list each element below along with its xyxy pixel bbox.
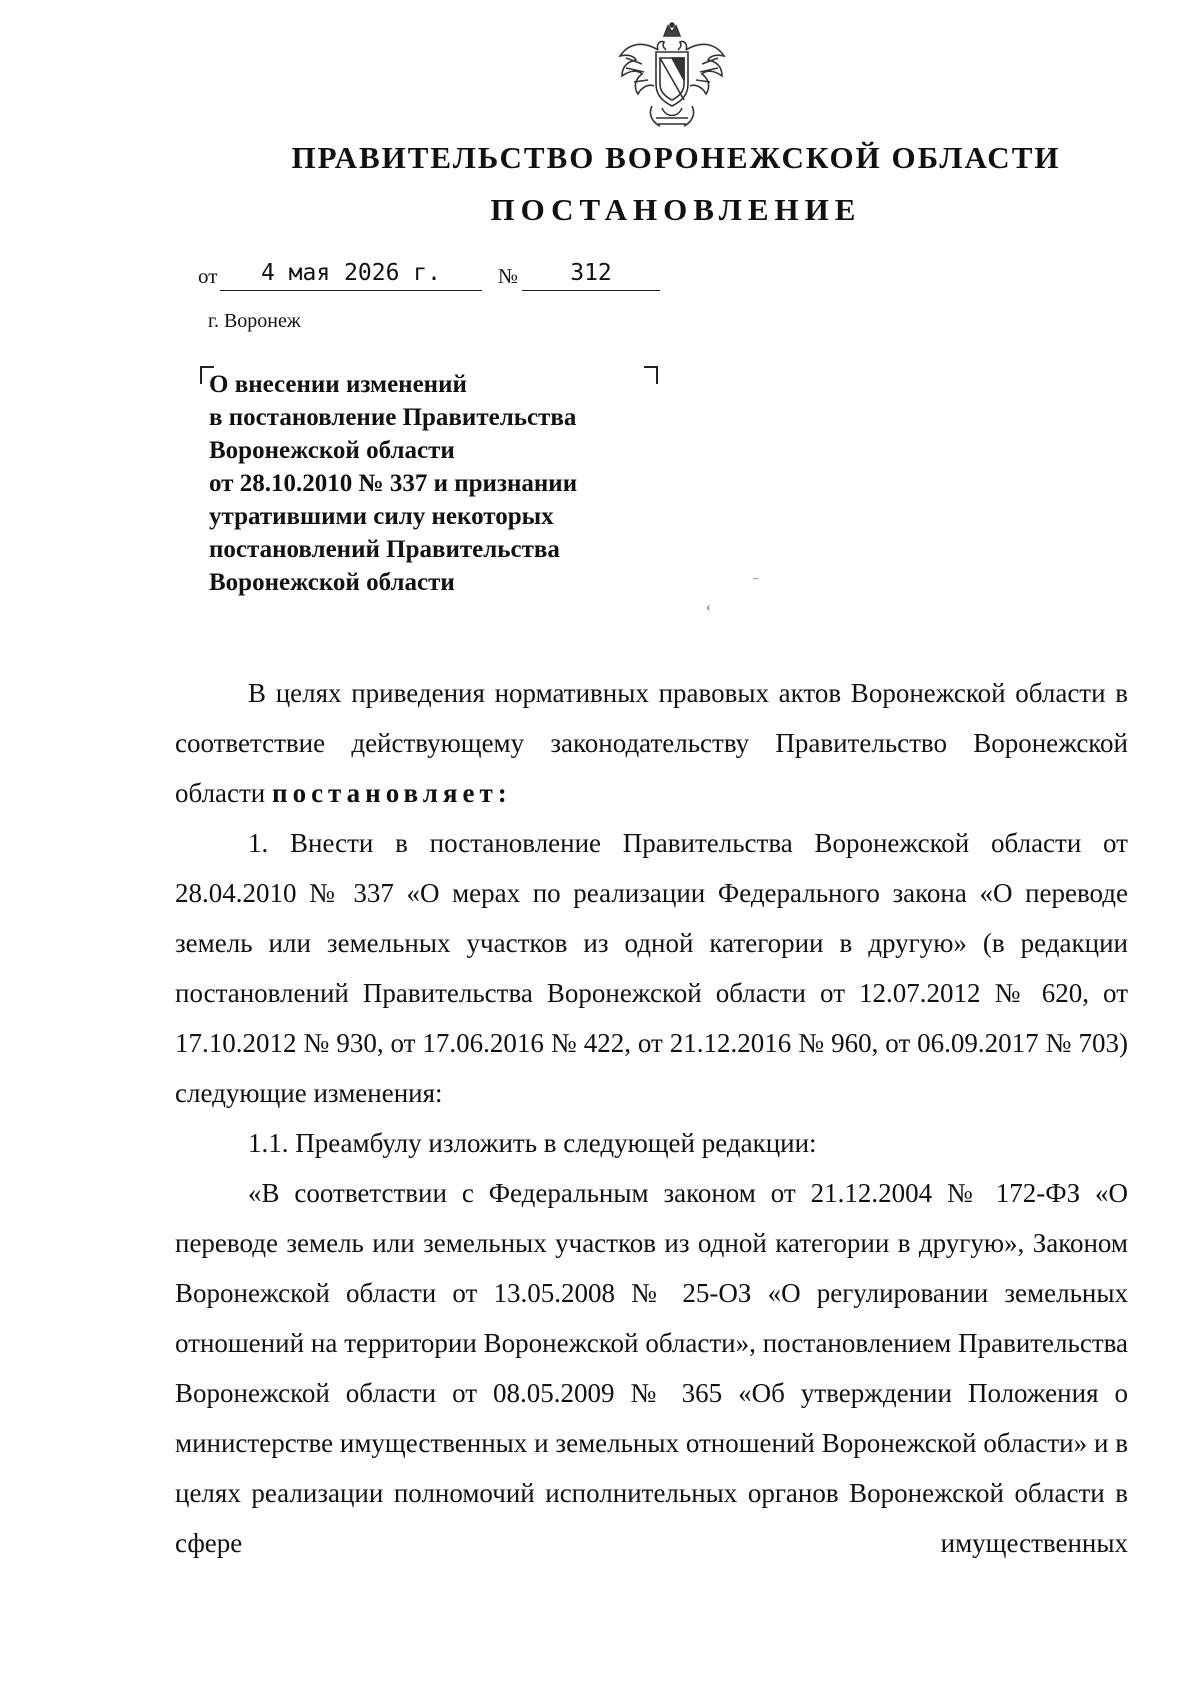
- scan-speck: ‹: [706, 600, 711, 615]
- subject-line: постановлений Правительства: [209, 536, 560, 563]
- document-subject: [209, 368, 649, 599]
- government-title: ПРАВИТЕЛЬСТВО ВОРОНЕЖСКОЙ ОБЛАСТИ: [291, 140, 1061, 175]
- subject-line: от 28.10.2010 № 337 и признании: [209, 470, 578, 497]
- subject-line: Воронежской области: [209, 569, 455, 596]
- subject-line: утратившими силу некоторых: [209, 503, 554, 530]
- city: г. Воронеж: [208, 310, 301, 332]
- document-date: 4 мая 2026 г.: [220, 258, 482, 291]
- number-prefix: №: [498, 264, 519, 288]
- body-paragraph: 1.1. Преамбулу изложить в следующей редакции:: [248, 1128, 817, 1158]
- subject-line: О внесении изменений: [209, 371, 467, 398]
- document-body: [175, 668, 1128, 1568]
- document-number: 312: [522, 258, 660, 291]
- paragraph-text: В целях приведения нормативных правовых актов Воронежской области в соответствие действующему законодательству Правительство Воронежской области: [175, 678, 1128, 808]
- coat-of-arms-icon: [612, 22, 732, 132]
- scan-speck: ⁻: [752, 575, 760, 590]
- resolves-word: постановляет:: [272, 778, 512, 808]
- subject-line: в постановление Правительства: [209, 404, 577, 431]
- date-prefix: от: [198, 264, 218, 288]
- document-type: ПОСТАНОВЛЕНИЕ: [490, 192, 862, 227]
- body-paragraph: [175, 668, 1128, 818]
- subject-line: Воронежской области: [209, 437, 455, 464]
- body-paragraph: 1. Внести в постановление Правительства Воронежской области от 28.04.2010 № 337 «О мерах по реализации Федерального закона «О переводе земель или земельных участков из одной категории в другую» (в редакции постановлений Правительства Воронежской области от 12.07.2012 № 620, от 17.10.2012 № 930, от 17.06.2016 № 422, от 21.12.2016 № 960, от 06.09.2017 № 703) следующие изменения:: [175, 828, 1128, 1108]
- body-paragraph: «В соответствии с Федеральным законом от 21.12.2004 № 172-ФЗ «О переводе земель или земельных участков из одной категории в другую», Законом Воронежской области от 13.05.2008 № 25-ОЗ «О регулировании земельных отношений на территории Воронежской области», постановлением Правительства Воронежской области от 08.05.2009 № 365 «Об утверждении Положения о министерстве имущественных и земельных отношений Воронежской области» и в целях реализации полномочий исполнительных органов Воронежской области в сфере имущественных: [175, 1178, 1128, 1558]
